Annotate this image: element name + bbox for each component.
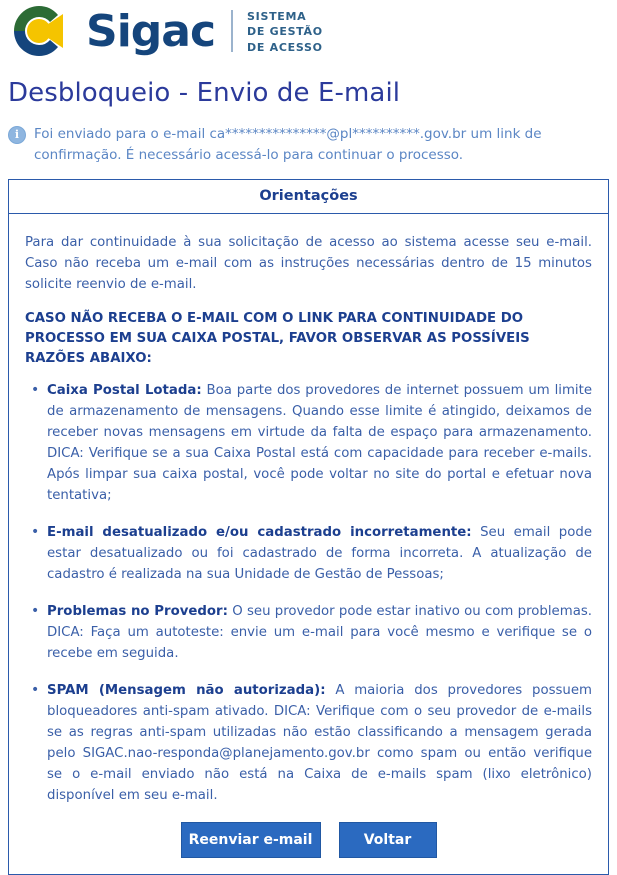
brand-subtitle-line-3: DE ACESSO [247,40,323,54]
list-item [25,380,592,506]
reason-title: Problemas no Provedor: [47,603,228,619]
intro-paragraph: Para dar continuidade à sua solicitação de acesso ao sistema acesse seu e-mail. Caso não receba um e-mail com as instruções necessárias dentro de 15 minutos solicite reenvio de e-mail. [25,235,592,293]
list-item [25,680,592,806]
brand-subtitle-line-2: DE GESTÃO [247,25,323,39]
list-item [25,522,592,585]
reasons-list [25,380,592,806]
action-button-row [25,822,592,874]
orientacoes-panel [8,179,609,875]
brand-subtitle-line-1: SISTEMA [247,10,307,24]
reason-body: Seu email pode estar desatualizado ou foi cadastrado de forma incorreta. A atualização de cadastro é realizada na sua Unidade de Gestão de Pessoas; [47,524,592,582]
page-title: Desbloqueio - Envio de E-mail [8,78,401,108]
info-alert [8,124,609,165]
reason-title: Caixa Postal Lotada: [47,382,202,398]
brand-subtitle [247,9,323,55]
back-button[interactable]: Voltar [339,822,437,858]
panel-heading: Orientações [9,180,608,214]
sigac-c-logo-icon [8,3,70,59]
reason-body: A maioria dos provedores possuem bloqueadores anti-spam ativado. DICA: Verifique com o seu provedor de e-mails se as regras anti-spam utilizadas não estão classificando a mensagem gerada pelo SIGAC.nao-responda@planejamento.gov.br como spam ou então verifique se o e-mail enviado não está na Caixa de e-mails spam (lixo eletrônico) disponível em seu e-mail. [47,682,592,803]
reason-title: SPAM (Mensagem não autorizada): [47,682,326,698]
list-item [25,601,592,664]
panel-body [9,214,608,874]
brand-header [0,0,617,58]
reason-body: O seu provedor pode estar inativo ou com problemas. DICA: Faça um autoteste: envie um e-mail para você mesmo e verifique se o recebe em seguida. [47,603,592,661]
info-alert-text: Foi enviado para o e-mail ca***************@pl**********.gov.br um link de confirmação. É necessário acessá-lo para continuar o processo. [34,126,542,163]
brand-divider [231,10,233,52]
reason-body: Boa parte dos provedores de internet possuem um limite de armazenamento de mensagens. Quando esse limite é atingido, deixamos de receber novas mensagens em virtude da falta de espaço para armazenamento. DICA: Verifique se a sua Caixa Postal está com capacidade para receber e-mails. Após limpar sua caixa postal, você pode voltar no site do portal e efetuar nova tentativa; [47,382,592,503]
info-circle-icon: i [8,126,26,144]
caps-heading: CASO NÃO RECEBA O E-MAIL COM O LINK PARA CONTINUIDADE DO PROCESSO EM SUA CAIXA POSTAL, FAVOR OBSERVAR AS POSSÍVEIS RAZÕES ABAIXO: [25,311,530,367]
brand-wordmark: Sigac [86,6,216,57]
resend-email-button[interactable]: Reenviar e-mail [181,822,321,858]
reason-title: E-mail desatualizado e/ou cadastrado incorretamente: [47,524,472,540]
